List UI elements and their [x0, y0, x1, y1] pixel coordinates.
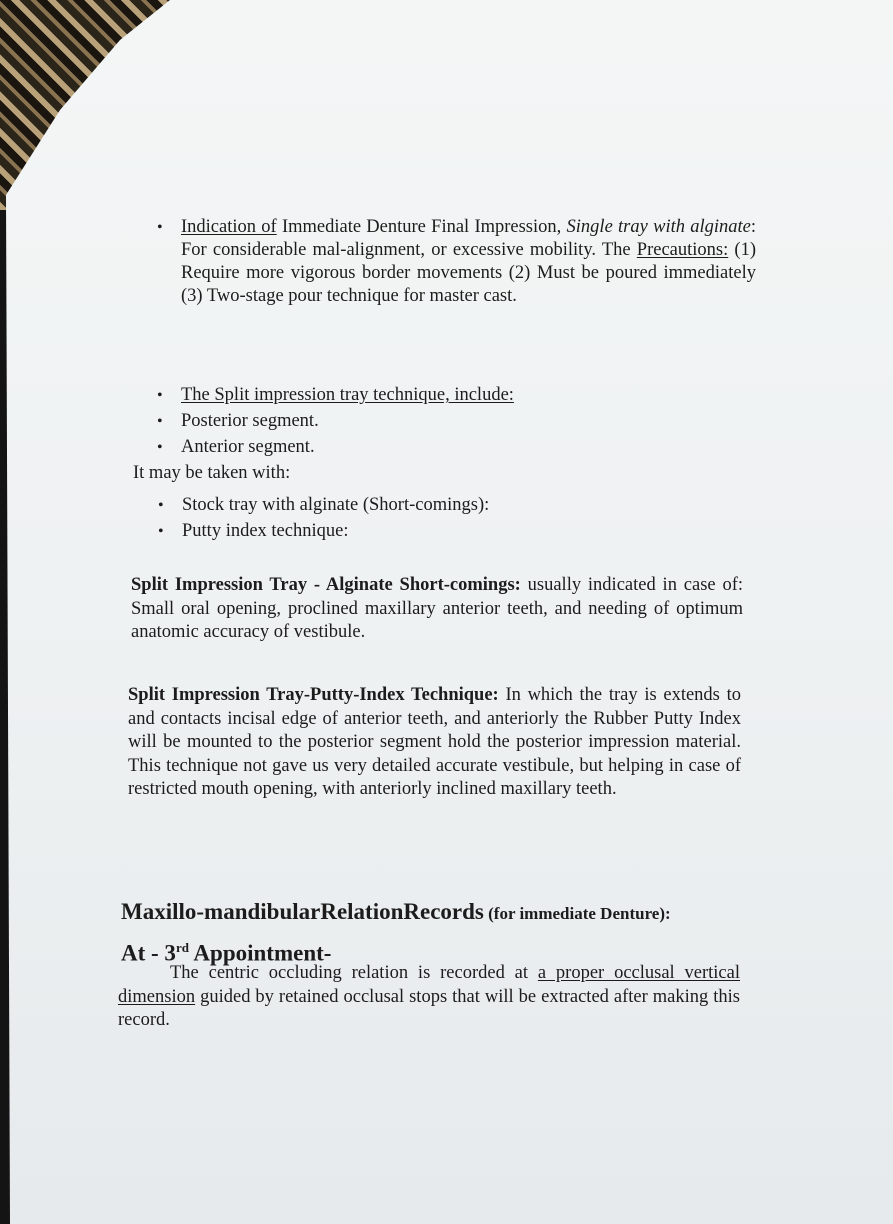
single-tray-italic: Single tray with alginate: [566, 217, 751, 237]
bullet-icon: •: [157, 219, 163, 236]
stock-tray-text: Stock tray with alginate (Short-comings):: [182, 495, 490, 515]
maxillo-body-end: guided by retained occlusal stops that will be extracted after making this record.: [118, 986, 740, 1031]
bullet-icon: •: [157, 439, 163, 456]
list-item: [157, 436, 315, 459]
split-tray-heading: The Split impression tray technique, include:: [181, 385, 514, 405]
putty-body: In which the tray is extends to and contacts incisal edge of anterior teeth, and anteriorly the Rubber Putty Index will be mounted to the posterior segment hold the posterior impression material. This technique not gave us very detailed accurate vestibule, but helping in case of restricted mouth opening, with anteriorly inclined maxillary teeth.: [128, 685, 741, 800]
precautions-label: Precautions:: [636, 240, 729, 260]
list-item: [158, 520, 349, 543]
posterior-segment-text: Posterior segment.: [181, 411, 319, 431]
list-item: [158, 494, 490, 517]
alginate-body: usually indicated in case of: Small oral opening, proclined maxillary anterior teeth, and needing of optimum anatomic accuracy of vestibule.: [131, 575, 743, 643]
putty-title: Split Impression Tray-Putty-Index Technique:: [128, 685, 499, 705]
split-tray-heading-item: [157, 384, 514, 407]
putty-index-text: Putty index technique:: [182, 521, 349, 541]
indication-text: : For considerable mal-alignment, or excessive mobility. The: [181, 217, 757, 260]
precautions-text: (1) Require more vigorous border movements (2) Must be poured immediately (3) Two-stage pour technique for master cast.: [181, 240, 756, 306]
indication-label: Indication of: [181, 217, 277, 237]
maxillo-body-start: The centric occluding relation is recorded at: [170, 963, 538, 983]
list-item: [157, 410, 319, 433]
maxillo-title-suffix: (for immediate Denture):: [483, 904, 671, 923]
appointment-prefix: At - 3: [121, 940, 176, 966]
appointment-sup: rd: [175, 940, 189, 955]
bullet-icon: •: [157, 413, 163, 430]
taken-with-label: It may be taken with:: [133, 463, 291, 483]
putty-paragraph: [128, 684, 741, 802]
maxillo-body-underlined: a proper occlusal vertical dimension: [118, 963, 740, 1007]
bullet-icon: •: [158, 497, 164, 514]
bullet-icon: •: [158, 523, 164, 540]
maxillo-title: Maxillo-mandibularRelationRecords: [121, 899, 484, 924]
maxillo-heading: [121, 895, 761, 971]
maxillo-paragraph: [118, 962, 740, 1033]
bullet-icon: •: [157, 387, 163, 404]
anterior-segment-text: Anterior segment.: [181, 437, 315, 457]
alginate-paragraph: [131, 574, 743, 645]
indication-bullet: [157, 216, 757, 308]
alginate-title: Split Impression Tray - Alginate Short-comings:: [131, 575, 521, 595]
appointment-suffix: Appointment-: [188, 940, 332, 966]
indication-title: Immediate Denture Final Impression,: [276, 217, 567, 237]
